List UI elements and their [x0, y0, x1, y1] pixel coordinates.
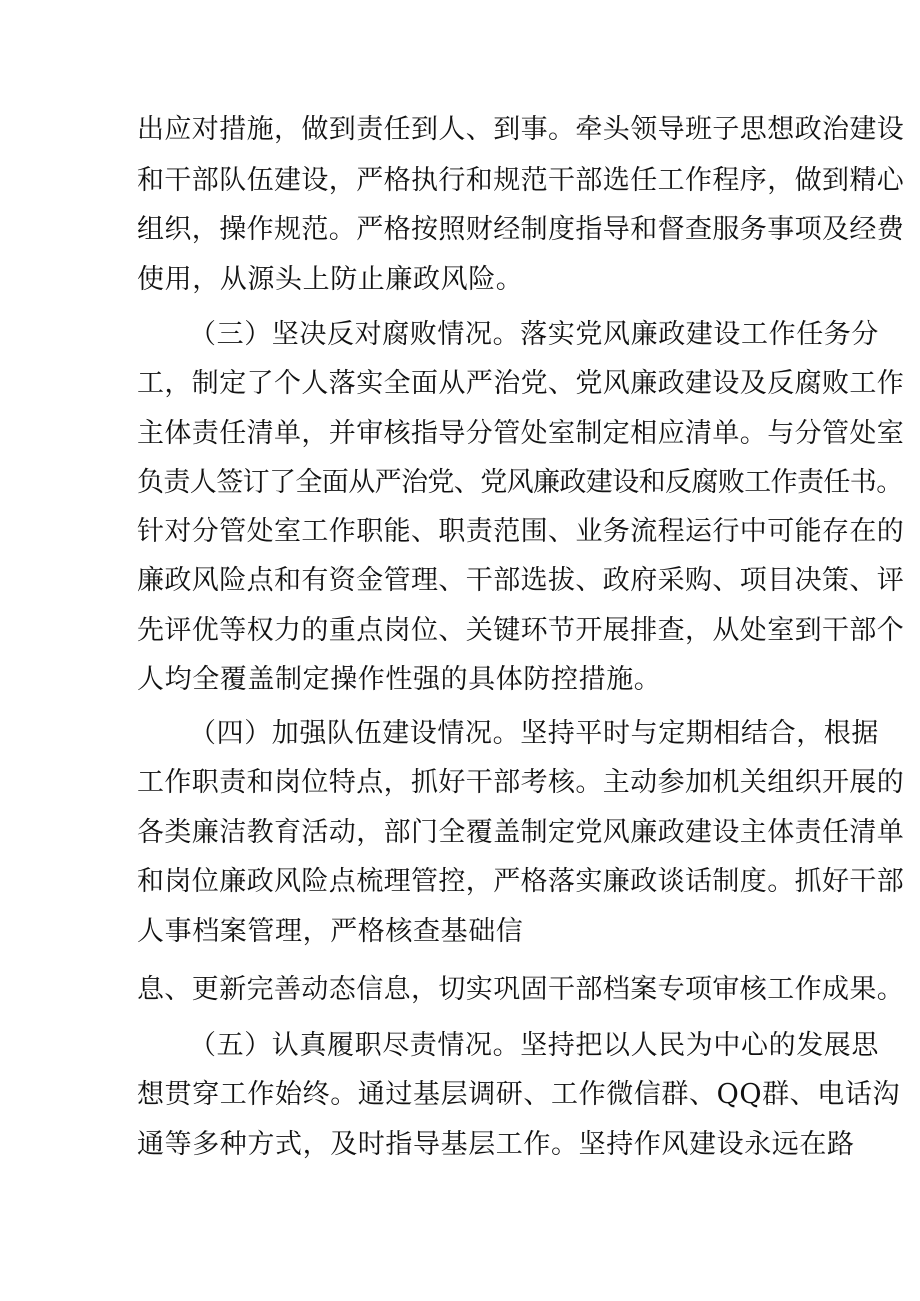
- paragraph-2-line-2: 工，制定了个人落实全面从严治党、党风廉政建设及反腐败工作: [137, 368, 905, 399]
- paragraph-1-line-2: 和干部队伍建设，严格执行和规范干部选任工作程序，做到精心: [137, 165, 905, 196]
- paragraph-2-line-3: 主体责任清单，并审核指导分管处室制定相应清单。与分管处室: [137, 418, 905, 449]
- paragraph-1-line-1: 出应对措施，做到责任到人、到事。牵头领导班子思想政治建设: [137, 114, 905, 145]
- paragraph-5-line-3: 通等多种方式，及时指导基层工作。坚持作风建设永远在路: [137, 1129, 855, 1160]
- paragraph-2-line-1: （三）坚决反对腐败情况。落实党风廉政建设工作任务分: [189, 319, 879, 350]
- paragraph-3-line-3: 各类廉洁教育活动，部门全覆盖制定党风廉政建设主体责任清单: [137, 817, 905, 848]
- paragraph-2-line-8: 人均全覆盖制定操作性强的具体防控措施。: [137, 664, 662, 695]
- paragraph-2-line-4: 负责人签订了全面从严治党、党风廉政建设和反腐败工作责任书。: [137, 467, 903, 498]
- paragraph-2-line-5: 针对分管处室工作职能、职责范围、业务流程运行中可能存在的: [137, 516, 905, 547]
- paragraph-1-line-4: 使用，从源头上防止廉政风险。: [137, 264, 524, 295]
- paragraph-5-line-2: 想贯穿工作始终。通过基层调研、工作微信群、QQ群、电话沟: [137, 1079, 901, 1110]
- paragraph-3-line-5: 人事档案管理，严格核查基础信: [137, 916, 524, 947]
- paragraph-3-line-1: （四）加强队伍建设情况。坚持平时与定期相结合，根据: [189, 718, 879, 749]
- paragraph-2-line-6: 廉政风险点和有资金管理、干部选拔、政府采购、项目决策、评: [137, 565, 905, 596]
- paragraph-3-line-4: 和岗位廉政风险点梳理管控，严格落实廉政谈话制度。抓好干部: [137, 866, 905, 897]
- paragraph-3-line-2: 工作职责和岗位特点，抓好干部考核。主动参加机关组织开展的: [137, 767, 905, 798]
- paragraph-4-line-1: 息、更新完善动态信息，切实巩固干部档案专项审核工作成果。: [137, 974, 905, 1005]
- paragraph-5-line-1: （五）认真履职尽责情况。坚持把以人民为中心的发展思: [189, 1030, 879, 1061]
- paragraph-2-line-7: 先评优等权力的重点岗位、关键环节开展排查，从处室到干部个: [137, 615, 905, 646]
- paragraph-1-line-3: 组织，操作规范。严格按照财经制度指导和督查服务事项及经费: [137, 214, 905, 245]
